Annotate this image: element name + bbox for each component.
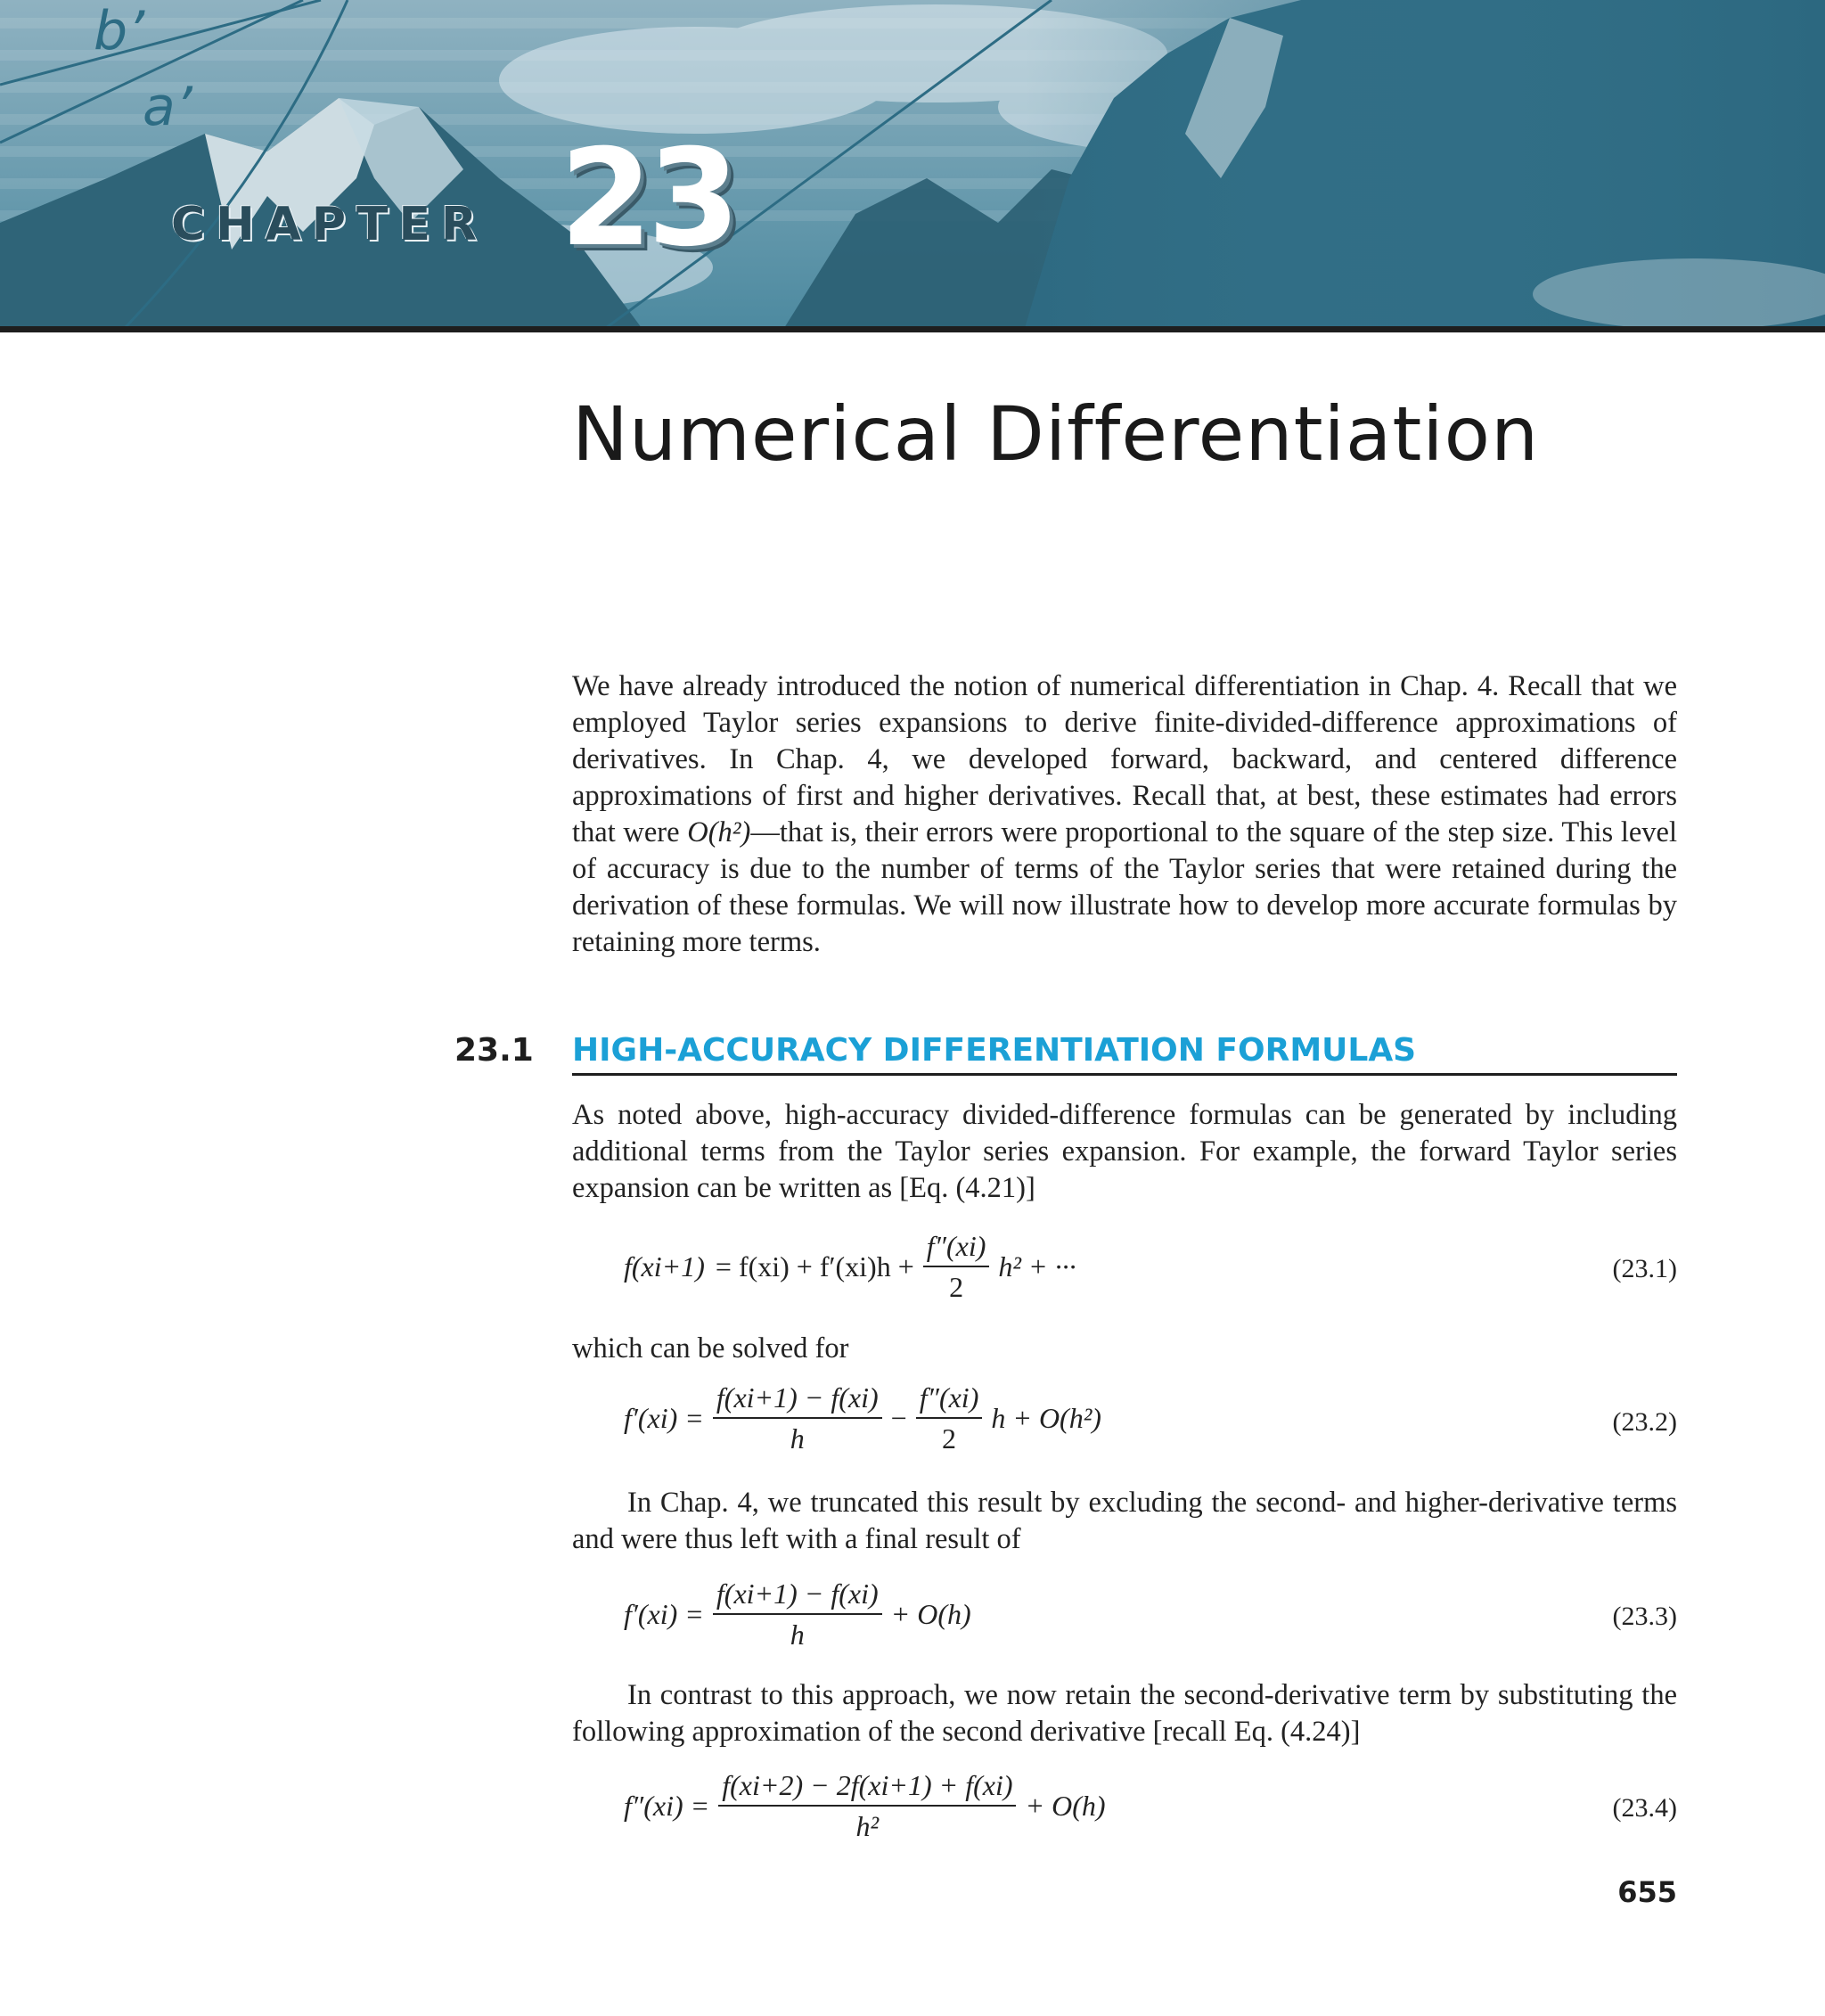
eq1-mid: = f(xi) + f′(xi)h + xyxy=(715,1250,914,1283)
section-rule xyxy=(572,1073,1677,1076)
equation-number-23-3: (23.3) xyxy=(1612,1602,1677,1631)
eq4-frac-den: h² xyxy=(855,1810,880,1842)
equation-number-23-4: (23.4) xyxy=(1612,1793,1677,1823)
annotation-a-prime: a’ xyxy=(143,76,192,138)
eq2-frac2-den: 2 xyxy=(942,1422,957,1455)
mountain-illustration xyxy=(0,0,1825,328)
section-number: 23.1 xyxy=(454,1032,534,1069)
eq4-tail: + O(h) xyxy=(1025,1790,1106,1822)
eq2-frac1-den: h xyxy=(790,1422,805,1455)
eq1-frac-num: f″(xi) xyxy=(923,1230,990,1267)
intro-text-after: —that is, their errors were proportional to the square of the step size. This level of accuracy is due to the number of terms of the Taylor series that were retained during the derivation of these formulas. We will now illustrate how to develop more accurate formulas by retaining more terms. xyxy=(572,816,1678,958)
equation-number-23-2: (23.2) xyxy=(1612,1407,1677,1437)
eq1-fraction xyxy=(923,1230,990,1304)
eq3-fraction xyxy=(713,1578,882,1651)
annotation-b-prime: b’ xyxy=(94,0,145,62)
equation-23-2 xyxy=(624,1381,1101,1455)
paragraph-contrast: In contrast to this approach, we now retain the second-derivative term by substituting the following approximation of the second derivative [recall Eq. (4.24)] xyxy=(572,1679,1677,1748)
eq2-frac1-num: f(xi+1) − f(xi) xyxy=(713,1381,882,1419)
eq2-fraction-1 xyxy=(713,1381,882,1455)
eq3-frac-num: f(xi+1) − f(xi) xyxy=(713,1578,882,1615)
eq2-frac2-num: f″(xi) xyxy=(916,1381,983,1419)
chapter-banner xyxy=(0,0,1825,328)
intro-error-term: O(h²) xyxy=(687,816,751,848)
equation-number-23-1: (23.1) xyxy=(1612,1254,1677,1283)
eq4-lhs: f″(xi) = xyxy=(624,1790,710,1822)
paragraph-taylor-intro: As noted above, high-accuracy divided-difference formulas can be generated by including additional terms from the Taylor series expansion. For example, the forward Taylor series expansion can be written as [Eq. (4.21)] xyxy=(572,1099,1677,1204)
paragraph-solved-for: which can be solved for xyxy=(572,1332,849,1364)
eq2-tail: h + O(h²) xyxy=(991,1402,1101,1434)
chapter-label: CHAPTER xyxy=(171,198,488,251)
chapter-title: Numerical Differentiation xyxy=(572,390,1540,478)
eq1-lhs: f(xi+1) xyxy=(624,1250,705,1283)
eq1-tail: h² + ··· xyxy=(998,1250,1076,1283)
eq4-frac-num: f(xi+2) − 2f(xi+1) + f(xi) xyxy=(718,1769,1016,1807)
paragraph-truncated: In Chap. 4, we truncated this result by excluding the second- and higher-derivative terms and were thus left with a final result of xyxy=(572,1487,1677,1555)
page-number: 655 xyxy=(1617,1875,1677,1909)
eq3-lhs: f′(xi) = xyxy=(624,1598,704,1630)
equation-23-1 xyxy=(624,1230,1076,1304)
intro-paragraph xyxy=(572,668,1677,961)
chapter-number: 23 xyxy=(560,121,735,276)
equation-23-3 xyxy=(624,1578,971,1651)
eq2-fraction-2 xyxy=(916,1381,983,1455)
section-title: HIGH-ACCURACY DIFFERENTIATION FORMULAS xyxy=(572,1032,1417,1069)
eq4-fraction xyxy=(718,1769,1016,1843)
eq2-lhs: f′(xi) = xyxy=(624,1402,704,1434)
eq2-operator: − xyxy=(890,1402,907,1434)
banner-divider xyxy=(0,326,1825,332)
intro-text-before: We have already introduced the notion of numerical differentiation in Chap. 4. Recall that we employed Taylor series expansions to derive finite-divided-difference approximations of derivatives. In Chap. 4, we developed forward, backward, and centered difference approximations of first and higher derivatives. Recall that, at best, these estimates had errors that were xyxy=(572,670,1677,848)
equation-23-4 xyxy=(624,1769,1106,1843)
eq3-tail: + O(h) xyxy=(890,1598,971,1630)
eq1-frac-den: 2 xyxy=(949,1271,964,1303)
eq3-frac-den: h xyxy=(790,1619,805,1651)
